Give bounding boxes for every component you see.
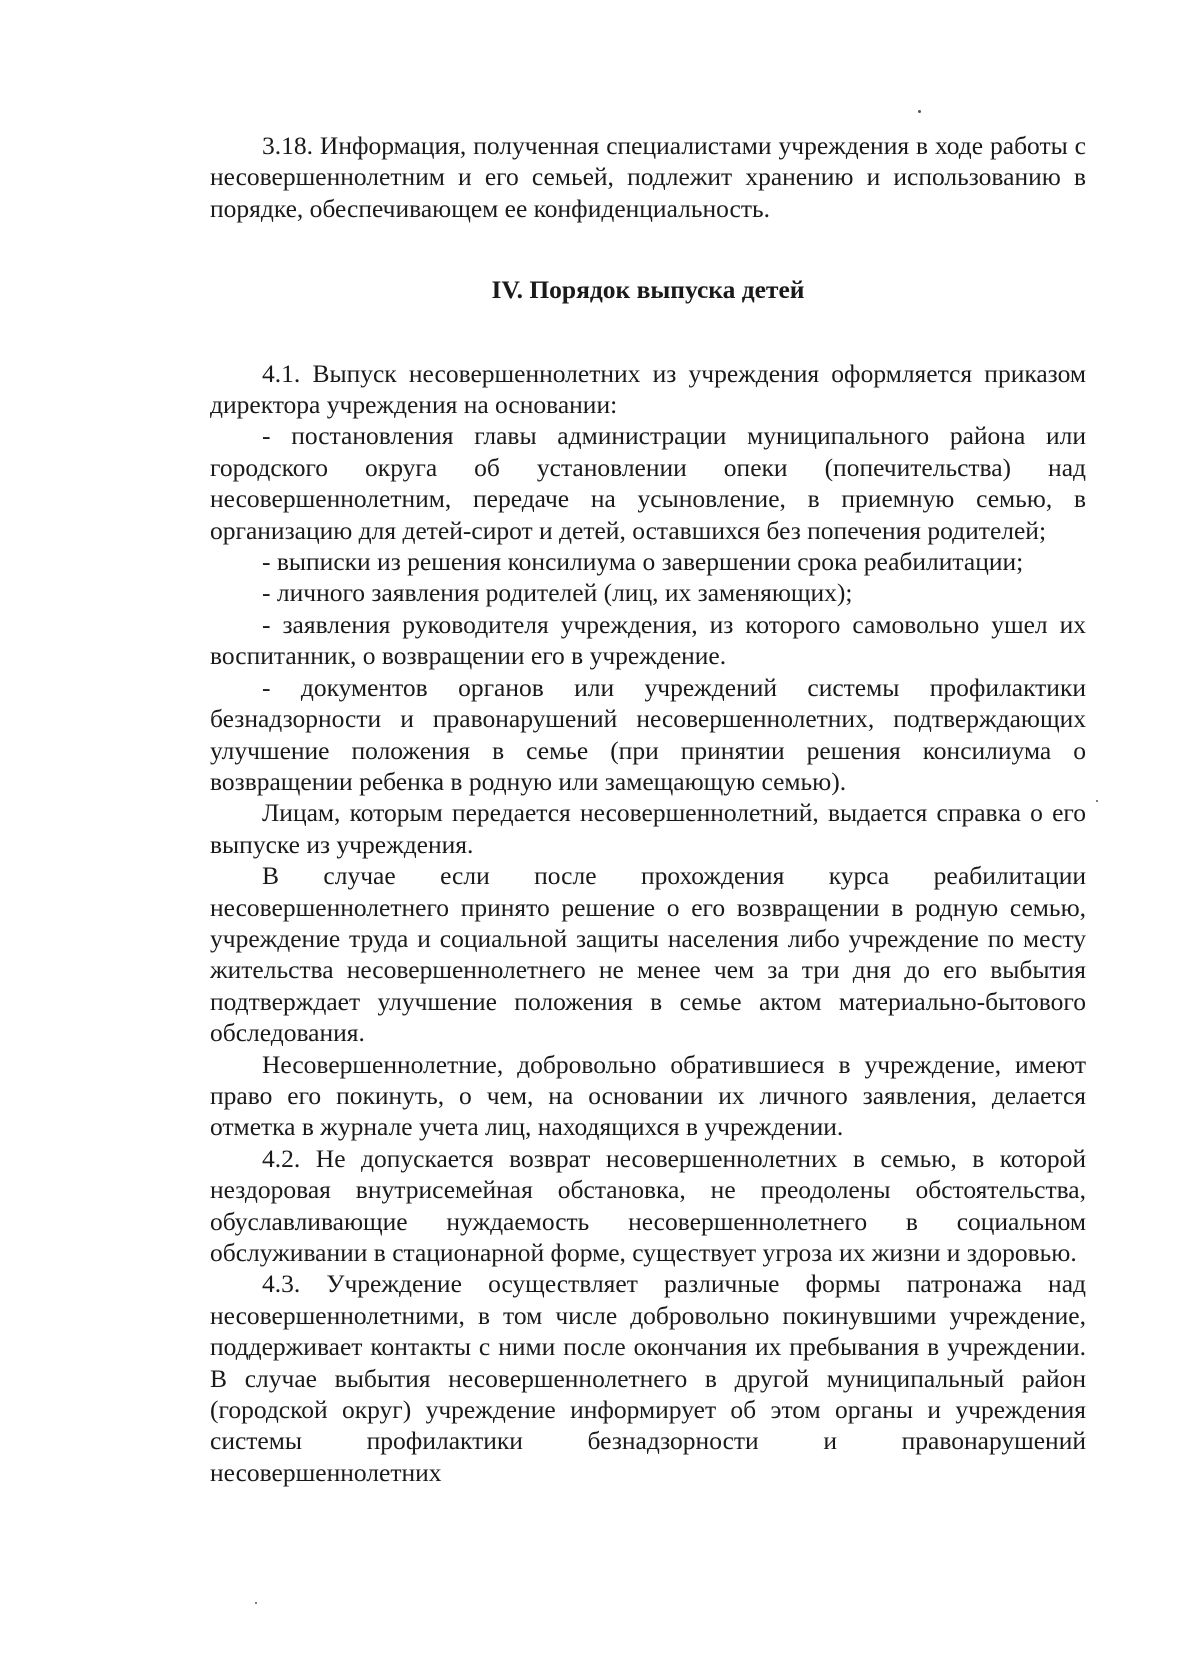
scan-speck — [1096, 800, 1098, 802]
paragraph-4-2: 4.2. Не допускается возврат несовершеннолетних в семью, в которой нездоровая внутрисемейная обстановка, не преодолены обстоятельства, обуславливающие нуждаемость несовершеннолетнего в социальном обслуживании в стационарной форме, существует угроза их жизни и здоровью. — [210, 1143, 1086, 1267]
paragraph-voluntary: Несовершеннолетние, добровольно обратившиеся в учреждение, имеют право его покинуть, о чем, на основании их личного заявления, делается отметка в журнале учета лиц, находящихся в учреждении. — [210, 1049, 1086, 1142]
scan-speck — [918, 110, 921, 113]
document-page — [210, 130, 1086, 1488]
list-item: - документов органов или учреждений системы профилактики безнадзорности и правонарушений несовершеннолетних, подтверждающих улучшение положения в семье (при принятии решения консилиума о возвращении ребенка в родную или замещающую семью). — [210, 672, 1086, 796]
scan-speck — [255, 1602, 257, 1604]
list-item: - постановления главы администрации муниципального района или городского округа об установлении опеки (попечительства) над несовершеннолетним, передаче на усыновление, в приемную семью, в организацию для детей-сирот и детей, оставшихся без попечения родителей; — [210, 421, 1086, 545]
spacer — [210, 224, 1086, 274]
paragraph-reference: Лицам, которым передается несовершеннолетний, выдается справка о его выпуске из учреждения. — [210, 798, 1086, 859]
paragraph-3-18: 3.18. Информация, полученная специалистами учреждения в ходе работы с несовершеннолетним и его семьей, подлежит хранению и использованию в порядке, обеспечивающем ее конфиденциальность. — [210, 131, 1086, 223]
list-item: - выписки из решения консилиума о завершении срока реабилитации; — [262, 547, 1024, 577]
list-item: - личного заявления родителей (лиц, их заменяющих); — [262, 578, 853, 608]
paragraph-return-case: В случае если после прохождения курса реабилитации несовершеннолетнего принято решение о его возвращении в родную семью, учреждение труда и социальной защиты населения либо учреждение по месту жительства несовершеннолетнего не менее чем за три дня до его выбытия подтверждает улучшение положения в семье актом материально-бытового обследования. — [210, 861, 1086, 1048]
section-title: IV. Порядок выпуска детей — [491, 275, 805, 305]
spacer — [210, 306, 1086, 358]
paragraph-4-3: 4.3. Учреждение осуществляет различные формы патронажа над несовершеннолетними, в том числе добровольно покинувшими учреждение, поддерживает контакты с ними после окончания их пребывания в учреждении. В случае выбытия несовершеннолетнего в другой муниципальный район (городской округ) учреждение информирует об этом органы и учреждения системы профилактики безнадзорности и правонарушений несовершеннолетних — [210, 1269, 1086, 1487]
list-item: - заявления руководителя учреждения, из которого самовольно ушел их воспитанник, о возвращении его в учреждение. — [210, 609, 1086, 671]
paragraph-4-1: 4.1. Выпуск несовершеннолетних из учреждения оформляется приказом директора учреждения на основании: — [210, 358, 1086, 420]
